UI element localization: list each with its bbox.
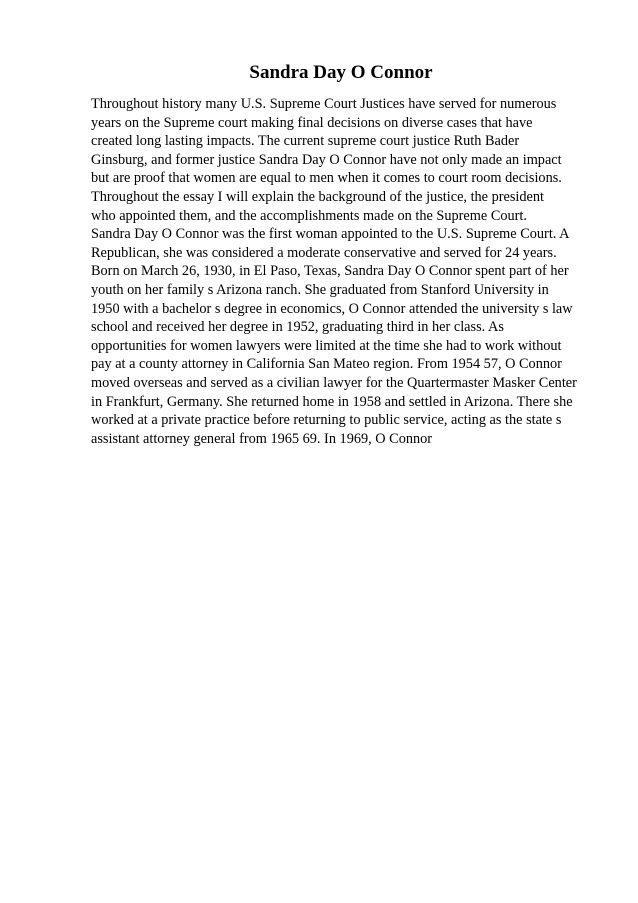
body-line: pay at a county attorney in California San Mateo region. From 1954 57, O Connor bbox=[91, 356, 562, 373]
body-line: Ginsburg, and former justice Sandra Day O Connor have not only made an impact bbox=[91, 151, 562, 168]
body-line: moved overseas and served as a civilian lawyer for the Quartermaster Masker Center bbox=[91, 374, 577, 391]
document-body bbox=[91, 95, 611, 448]
body-line: assistant attorney general from 1965 69. In 1969, O Connor bbox=[91, 430, 433, 447]
body-line: school and received her degree in 1952, graduating third in her class. As bbox=[91, 319, 504, 336]
body-line: Born on March 26, 1930, in El Paso, Texas, Sandra Day O Connor spent part of her bbox=[91, 263, 569, 280]
body-line: worked at a private practice before returning to public service, acting as the state s bbox=[91, 412, 562, 429]
body-line: but are proof that women are equal to men when it comes to court room decisions. bbox=[91, 170, 562, 187]
body-line: Throughout history many U.S. Supreme Court Justices have served for numerous bbox=[91, 96, 557, 112]
body-line: Throughout the essay I will explain the background of the justice, the president bbox=[91, 188, 545, 205]
body-line: created long lasting impacts. The current supreme court justice Ruth Bader bbox=[91, 133, 520, 150]
body-line: Republican, she was considered a moderate conservative and served for 24 years. bbox=[91, 244, 557, 261]
body-line: Sandra Day O Connor was the first woman appointed to the U.S. Supreme Court. A bbox=[91, 226, 570, 243]
document-title: Sandra Day O Connor bbox=[249, 62, 433, 83]
body-line: opportunities for women lawyers were limited at the time she had to work without bbox=[91, 337, 562, 354]
body-line: who appointed them, and the accomplishments made on the Supreme Court. bbox=[91, 207, 527, 224]
body-line: youth on her family s Arizona ranch. She graduated from Stanford University in bbox=[91, 281, 549, 298]
body-line: years on the Supreme court making final decisions on diverse cases that have bbox=[91, 114, 533, 131]
body-line: 1950 with a bachelor s degree in economics, O Connor attended the university s law bbox=[91, 300, 573, 317]
body-line: in Frankfurt, Germany. She returned home in 1958 and settled in Arizona. There she bbox=[91, 393, 573, 410]
